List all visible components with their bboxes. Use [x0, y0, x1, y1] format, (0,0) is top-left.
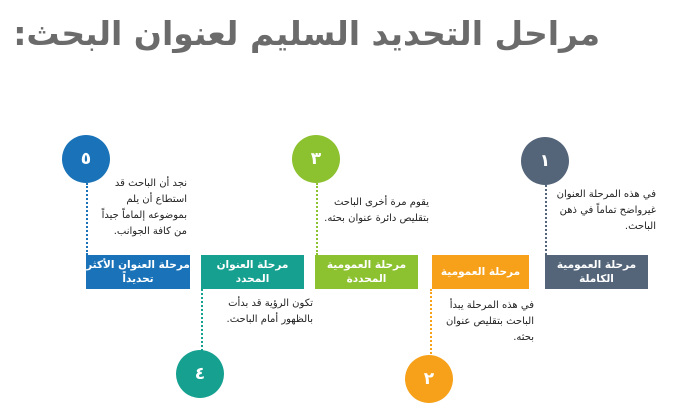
stage-5-label-box — [86, 255, 190, 289]
stage-1-label-box — [545, 255, 648, 289]
stage-3-label: مرحلة العمومية المحددة — [326, 259, 407, 285]
stage-5-description: نجد أن الباحث قد استطاع أن يلم بموضوعه إلماماً جيداً من كافة الجوانب. — [101, 178, 187, 237]
stage-5-connector — [86, 183, 88, 255]
stage-3-number: ٣ — [310, 149, 322, 169]
stage-1-description: في هذه المرحلة العنوان غيرواضح تماماً في ذهن الباحث. — [556, 189, 656, 232]
stage-1-number-circle — [521, 137, 569, 185]
stage-3-label-box — [315, 255, 418, 289]
stage-5-number: ٥ — [80, 149, 92, 169]
stage-3-description: يقوم مرة أخرى الباحث بتقليص دائرة عنوان بحثه. — [324, 197, 429, 224]
stage-4-number: ٤ — [194, 364, 206, 384]
stage-4-label: مرحلة العنوان المحدد — [216, 259, 289, 285]
stage-2-description: في هذه المرحلة يبدأ الباحث بتقليص عنوان بحثه. — [446, 300, 534, 343]
stage-2-label-box — [432, 255, 529, 289]
stage-2-connector — [430, 289, 432, 354]
stage-3-number-circle — [292, 135, 340, 183]
stage-3-connector — [316, 183, 318, 255]
stage-4-description: تكون الرؤية قد بدأت بالظهور أمام الباحث. — [226, 298, 313, 325]
stage-4-label-box — [201, 255, 304, 289]
stage-1-connector — [545, 185, 547, 255]
stage-4-number-circle — [176, 350, 224, 398]
page-title: مراحل التحديد السليم لعنوان البحث: — [13, 14, 600, 53]
stage-2-number: ٢ — [423, 369, 435, 389]
stage-1-label: مرحلة العمومية الكاملة — [556, 259, 637, 285]
stage-2-number-circle — [405, 355, 453, 403]
stage-5-label: مرحلة العنوان الأكثر تحديداً — [86, 259, 190, 285]
stage-2-label: مرحلة العمومية — [440, 266, 521, 278]
stage-4-connector — [201, 289, 203, 351]
stage-1-number: ١ — [539, 151, 551, 171]
